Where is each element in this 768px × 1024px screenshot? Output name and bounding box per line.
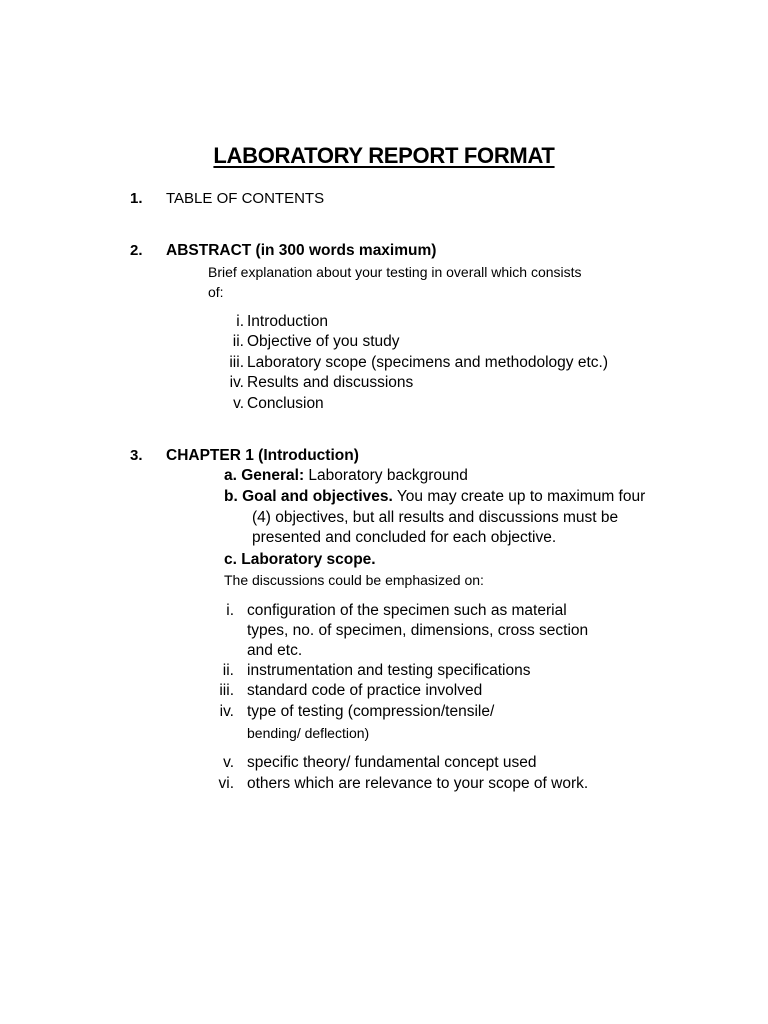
item-number: iii. <box>229 354 244 371</box>
scope-note: The discussions could be emphasized on: <box>224 572 484 588</box>
scope-item-1-line-2: types, no. of specimen, dimensions, cross section <box>247 622 589 639</box>
section-3-heading: CHAPTER 1 (Introduction) <box>166 447 359 464</box>
item-number: ii. <box>232 333 244 350</box>
item-text: standard code of practice involved <box>247 682 483 699</box>
page-title: LABORATORY REPORT FORMAT <box>213 143 555 168</box>
goal-label: b. Goal and objectives. <box>224 488 393 505</box>
section-2-heading: ABSTRACT (in 300 words maximum) <box>166 242 437 259</box>
section-2-number: 2. <box>130 242 143 259</box>
item-text: instrumentation and testing specifications <box>247 662 531 679</box>
item-text: Introduction <box>247 313 328 330</box>
general-label: a. General: <box>224 467 305 484</box>
item-number: iv. <box>229 374 244 391</box>
item-text: others which are relevance to your scope of work. <box>247 775 589 792</box>
scope-item-4-line-2: bending/ deflection) <box>247 725 370 741</box>
section-3-number: 3. <box>130 447 143 464</box>
item-number: vi. <box>218 775 234 792</box>
goal-text: You may create up to maximum four <box>392 488 646 505</box>
item-text: Laboratory scope (specimens and methodology etc.) <box>247 354 609 371</box>
item-text: Objective of you study <box>247 333 400 350</box>
chapter-general-line <box>224 467 468 485</box>
item-text: Results and discussions <box>247 374 414 391</box>
chapter-goal-line-2: (4) objectives, but all results and discussions must be <box>252 509 619 526</box>
item-number: i. <box>236 313 244 330</box>
item-text-line-1: type of testing (compression/tensile/ <box>247 703 495 720</box>
item-number: iv. <box>219 703 234 720</box>
item-text: Conclusion <box>247 395 324 412</box>
chapter-goal-line-3: presented and concluded for each objective. <box>252 529 557 546</box>
general-text: Laboratory background <box>304 467 468 484</box>
abstract-intro-line-2: of: <box>208 284 224 300</box>
section-1-heading: TABLE OF CONTENTS <box>166 190 325 207</box>
item-text-line-1: configuration of the specimen such as material <box>247 602 567 619</box>
item-number: v. <box>233 395 244 412</box>
abstract-intro-line-1: Brief explanation about your testing in overall which consists <box>208 264 582 280</box>
item-number: i. <box>226 602 234 619</box>
item-number: iii. <box>219 682 234 699</box>
item-text: specific theory/ fundamental concept used <box>247 754 537 771</box>
item-number: ii. <box>222 662 234 679</box>
chapter-goal-line-1 <box>224 488 645 506</box>
item-number: v. <box>223 754 234 771</box>
section-1-number: 1. <box>130 190 143 207</box>
scope-label: c. Laboratory scope. <box>224 551 376 568</box>
scope-item-1-line-3: and etc. <box>247 642 303 659</box>
